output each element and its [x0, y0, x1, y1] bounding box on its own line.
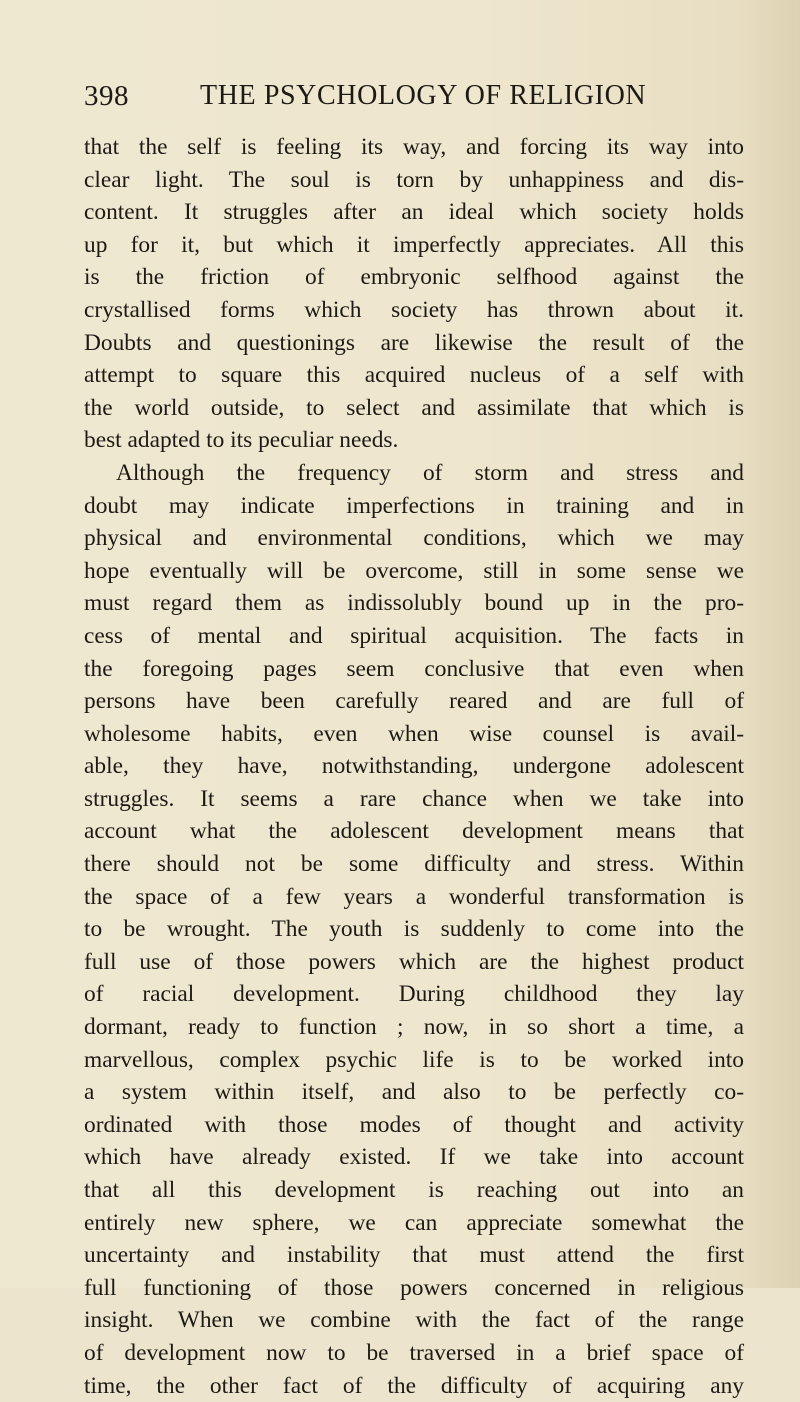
text-line: entirely new sphere, we can appreciate somewhat the: [84, 1209, 744, 1236]
text-line: Although the frequency of storm and stress and: [116, 459, 744, 486]
text-line: marvellous, complex psychic life is to be worked into: [84, 1046, 744, 1073]
text-line: insight. When we combine with the fact of the range: [84, 1307, 744, 1334]
text-line: is the friction of embryonic selfhood against the: [84, 264, 744, 291]
text-line: uncertainty and instability that must attend the first: [84, 1242, 744, 1269]
text-line: wholesome habits, even when wise counsel is avail-: [84, 720, 744, 747]
text-line: ordinated with those modes of thought and activity: [84, 1111, 744, 1138]
text-line: dormant, ready to function ; now, in so short a time, a: [84, 1014, 744, 1041]
text-line: crystallised forms which society has thrown about it.: [84, 296, 744, 323]
text-line: of development now to be traversed in a brief space of: [84, 1339, 744, 1366]
text-line: account what the adolescent development means that: [84, 818, 744, 845]
text-line: there should not be some difficulty and stress. Within: [84, 851, 744, 878]
page-number: 398: [84, 80, 129, 112]
text-line: able, they have, notwithstanding, undergone adolescent: [84, 753, 744, 780]
body-text: [84, 131, 744, 1402]
page-header: [84, 76, 744, 116]
text-line: clear light. The soul is torn by unhappiness and dis-: [84, 166, 744, 193]
text-line: the world outside, to select and assimilate that which is: [84, 394, 744, 421]
text-line: that the self is feeling its way, and forcing its way into: [84, 134, 744, 160]
text-line: time, the other fact of the difficulty of acquiring any: [84, 1372, 744, 1399]
text-line: full use of those powers which are the highest product: [84, 948, 744, 975]
text-line: the space of a few years a wonderful transformation is: [84, 883, 744, 910]
text-line: which have already existed. If we take into account: [84, 1144, 744, 1171]
text-line: doubt may indicate imperfections in training and in: [84, 492, 744, 519]
running-title: THE PSYCHOLOGY OF RELIGION: [200, 80, 647, 111]
text-line: hope eventually will be overcome, still in some sense we: [84, 557, 744, 584]
text-line: best adapted to its peculiar needs.: [84, 427, 399, 454]
text-line: Doubts and questionings are likewise the result of the: [84, 329, 744, 356]
text-line: must regard them as indissolubly bound up in the pro-: [84, 590, 744, 617]
text-line: persons have been carefully reared and are full of: [84, 688, 744, 715]
text-line: full functioning of those powers concerned in religious: [84, 1274, 744, 1301]
text-line: to be wrought. The youth is suddenly to come into the: [84, 916, 744, 943]
text-line: up for it, but which it imperfectly appreciates. All this: [84, 231, 744, 258]
text-line: physical and environmental conditions, which we may: [84, 525, 744, 552]
text-line: cess of mental and spiritual acquisition. The facts in: [84, 622, 744, 649]
text-line: a system within itself, and also to be perfectly co-: [84, 1079, 744, 1106]
text-line: struggles. It seems a rare chance when we take into: [84, 785, 744, 812]
text-line: content. It struggles after an ideal which society holds: [84, 199, 744, 226]
text-line: that all this development is reaching out into an: [84, 1177, 744, 1203]
text-line: attempt to square this acquired nucleus of a self with: [84, 362, 744, 389]
text-line: the foregoing pages seem conclusive that even when: [84, 655, 744, 682]
text-line: of racial development. During childhood they lay: [84, 981, 744, 1008]
